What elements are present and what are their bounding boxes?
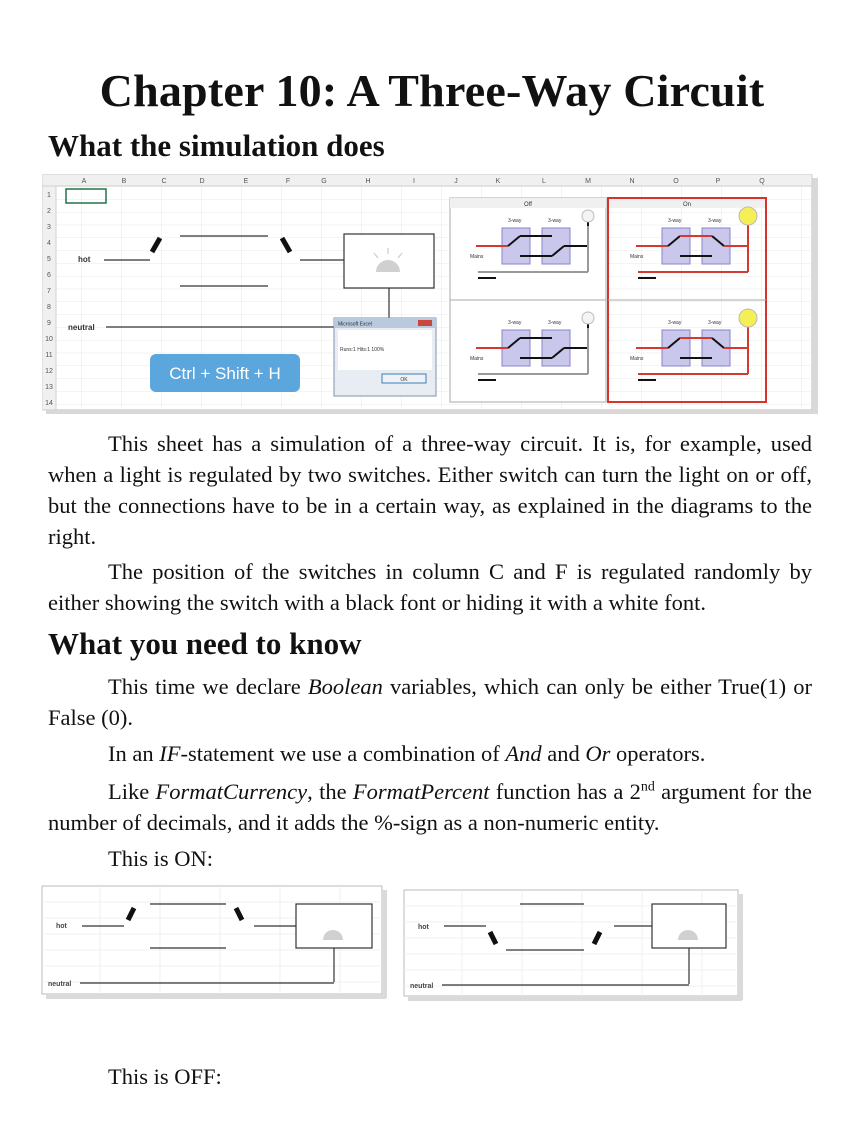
column-header: J xyxy=(454,178,458,185)
svg-text:Off: Off xyxy=(524,202,532,208)
paragraph-4: In an IF-statement we use a combination of And and Or operators. xyxy=(108,741,706,766)
switch-label: 3-way xyxy=(548,320,562,326)
neutral-label-small: neutral xyxy=(410,983,434,990)
switch-label: 3-way xyxy=(508,320,522,326)
row-header: 12 xyxy=(45,368,53,375)
column-header: M xyxy=(585,178,591,185)
paragraph-1: This sheet has a simulation of a three-way circuit. It is, for example, used when a light is regulated by two switches. Either switch can turn the light on or off, but the connections have to be in a certain way, as explained in the diagrams to the right. xyxy=(48,431,812,549)
column-header: F xyxy=(285,178,291,185)
column-header: C xyxy=(161,178,167,185)
neutral-label: neutral xyxy=(68,323,95,332)
excel-dialog xyxy=(334,318,436,396)
switch-label: 3-way xyxy=(668,320,682,326)
circuit-on-figure-1 xyxy=(40,884,388,1000)
chapter-title: Chapter 10: A Three-Way Circuit xyxy=(99,65,765,116)
mains-label: Mains xyxy=(630,356,644,362)
row-header: 2 xyxy=(47,208,51,215)
svg-text:Microsoft Excel: Microsoft Excel xyxy=(338,321,372,328)
row-header: 3 xyxy=(47,224,51,231)
svg-text:Runs:1 Hits:1 100%: Runs:1 Hits:1 100% xyxy=(340,347,385,353)
switch-label: 3-way xyxy=(548,218,562,224)
row-header: 10 xyxy=(45,336,53,343)
row-header: 1 xyxy=(47,192,51,199)
column-header: D xyxy=(199,178,205,185)
switch-label: 3-way xyxy=(668,218,682,224)
column-header: Q xyxy=(759,178,765,185)
switch-label: 3-way xyxy=(708,218,722,224)
column-header: E xyxy=(243,178,249,185)
switch-label: 3-way xyxy=(508,218,522,224)
shortcut-label: Ctrl + Shift + H xyxy=(169,364,281,383)
mains-label: Mains xyxy=(630,254,644,260)
mains-label: Mains xyxy=(470,356,484,362)
row-header: 5 xyxy=(47,256,51,263)
row-header: 4 xyxy=(47,240,51,247)
row-header: 13 xyxy=(45,384,53,391)
column-header: I xyxy=(413,178,415,185)
row-header: 14 xyxy=(45,400,53,407)
column-header: N xyxy=(629,178,635,185)
hot-label: hot xyxy=(78,255,91,264)
column-header: B xyxy=(121,178,127,185)
svg-text:OK: OK xyxy=(400,377,408,383)
circuit-on-figure-2 xyxy=(402,888,744,1002)
row-header: 7 xyxy=(47,288,51,295)
column-header: A xyxy=(81,178,87,185)
section-heading-simulation: What the simulation does xyxy=(48,128,385,163)
neutral-label-small: neutral xyxy=(48,981,72,988)
row-header: 6 xyxy=(47,272,51,279)
svg-text:On: On xyxy=(682,202,692,208)
column-header: L xyxy=(542,178,546,185)
column-header: O xyxy=(673,178,679,185)
section-heading-need-to-know: What you need to know xyxy=(48,626,362,661)
hot-label-small: hot xyxy=(56,923,67,930)
off-heading: This is OFF: xyxy=(108,1064,222,1089)
row-header: 9 xyxy=(47,320,51,327)
column-header: G xyxy=(321,178,327,185)
hot-label-small: hot xyxy=(418,924,429,931)
column-header: K xyxy=(495,178,501,185)
switch-label: 3-way xyxy=(708,320,722,326)
paragraph-2: The position of the switches in column C and F is regulated randomly by either showing the switch with a black font or hiding it with a white font. xyxy=(48,559,812,615)
paragraph-5: Like FormatCurrency, the FormatPercent function has a 2nd argument for the number of decimals, and it adds the %-sign as a non-numeric entity. xyxy=(48,779,812,835)
on-heading: This is ON: xyxy=(108,846,214,871)
row-header: 11 xyxy=(45,352,53,359)
column-header: H xyxy=(365,178,371,185)
simulation-screenshot xyxy=(42,174,818,414)
mains-label: Mains xyxy=(470,254,484,260)
row-header: 8 xyxy=(47,304,51,311)
column-header: P xyxy=(715,178,721,185)
paragraph-3: This time we declare Boolean variables, which can only be either True(1) or False (0). xyxy=(48,674,813,730)
